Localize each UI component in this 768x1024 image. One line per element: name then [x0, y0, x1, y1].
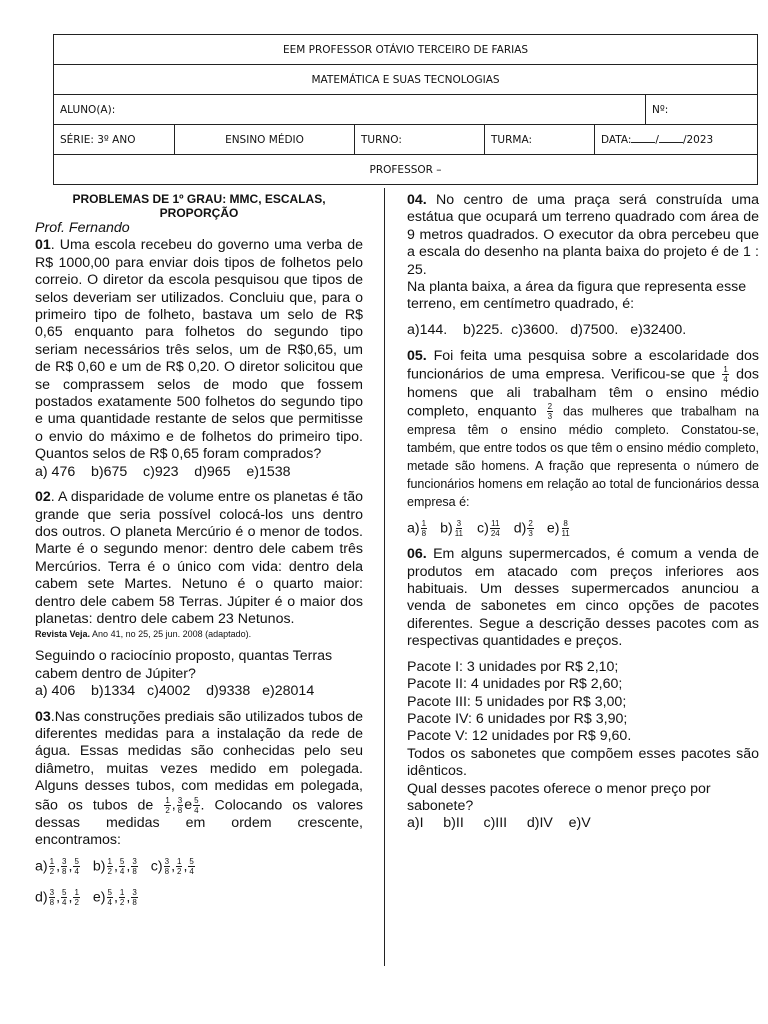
q05-text-c: das mulheres que trabalham na empresa têm o ensino médio completo. Constatou-se, também, que entre todos os que têm o ensino médio completo, metade são homens. A fração que representa o número de funcionários homens em relação ao total de funcionários dessa empresa é: [407, 404, 759, 510]
date-sep: / [655, 134, 659, 146]
q06-pack-item: Pacote III: 5 unidades por R$ 3,00; [407, 693, 627, 710]
question-02 [35, 489, 363, 628]
q06-question: Qual desses pacotes oferece o menor preço por sabonete? [407, 780, 711, 814]
author: Prof. Fernando [35, 220, 130, 236]
q03-option: a) $\frac{1}{2}$ , $\frac{3}{8}$ , $\frac{5}{4}$ [35, 857, 79, 877]
question-05 [407, 347, 759, 511]
left-column [35, 192, 363, 907]
q04-number: 04. [407, 192, 427, 208]
q03-option: d) $\frac{3}{8}$ , $\frac{5}{4}$ , $\frac{1}{2}$ [35, 888, 79, 908]
q06-pack-item: Pacote V: 12 unidades por R$ 9,60. [407, 728, 632, 745]
q03-option: b) $\frac{1}{2}$ , $\frac{5}{4}$ , $\frac{3}{8}$ [92, 857, 137, 877]
q04-text: No centro de uma praça será construída uma estátua que ocupará um terreno quadrado com área de 9 metros quadrados. O executor da obra percebeu que a escala do desenho na planta baixa do projeto é de 1 : 25. [407, 192, 759, 278]
question-04 [407, 192, 759, 279]
date-field[interactable] [595, 125, 758, 155]
student-name-field[interactable]: ALUNO(A): [54, 95, 646, 125]
q06-text: Em alguns supermercados, é comum a venda de produtos em atacado com preços inferiores aos habituais. Um desses supermercados anunciou a venda de sabonetes em cinco opções de pacotes diferentes. Segue a descrição desses pacotes com as respectivas quantidades e preços. [407, 546, 759, 650]
q02-source-detail: Ano 41, no 25, 25 jun. 2008 (adaptado). [90, 629, 252, 640]
q02-number: 02 [35, 489, 51, 506]
header-table [53, 34, 758, 185]
column-divider [384, 188, 385, 966]
q02-source [35, 628, 363, 640]
question-06 [407, 546, 759, 650]
worksheet-title: PROBLEMAS DE 1º GRAU: MMC, ESCALAS, PROPORÇÃO [72, 192, 326, 220]
q05-number: 05. [407, 348, 427, 365]
right-column [407, 192, 759, 833]
q03-option: c) $\frac{3}{8}$ , $\frac{1}{2}$ , $\frac{5}{4}$ [150, 857, 194, 877]
q03-text2: . Colocando os valores dessas medidas em ordem crescente, encontramos: [35, 796, 363, 848]
q06-pack-item: Pacote IV: 6 unidades por R$ 3,90; [407, 710, 628, 727]
q05-option: b) $\frac{3}{11}$ [440, 519, 464, 539]
q01-number: 01 [35, 237, 51, 254]
q04-text2: Na planta baixa, a área da figura que representa esse terreno, em centímetro quadrado, é: [407, 279, 747, 313]
q02-text: . A disparidade de volume entre os planetas é tão grande que seria possível colocá-los uns dentro dos outros. O planeta Mercúrio é o menor de todos. Marte é o segundo menor: dentro dele cabem três Mercúrios. Terra é o único com vida: dentro dela cabem sete Martes. Netuno é o quarto maior: dentro dele cabem 58 Terras. Júpiter é o maior dos planetas: dentro dele cabem 23 Netunos. [35, 489, 363, 627]
grade-label: SÉRIE: 3º ANO [54, 125, 175, 155]
q03-option-fraction: $\frac{5}{4}$ [119, 857, 125, 877]
class-field[interactable]: TURMA: [485, 125, 595, 155]
q05-option-fraction: $\frac{11}{24}$ [490, 519, 500, 539]
q03-fractions: $\frac{1}{2}$ , $\frac{3}{8}$ e $\frac{5}{4}$ [165, 795, 199, 815]
q03-option-fraction: $\frac{1}{2}$ [177, 857, 182, 877]
q03-option-fraction: $\frac{1}{2}$ [107, 857, 112, 877]
level-label: ENSINO MÉDIO [175, 125, 355, 155]
professor-field[interactable]: PROFESSOR – [54, 155, 758, 185]
number-field[interactable]: Nº: [646, 95, 758, 125]
q03-text: .Nas construções prediais são utilizados tubos de diferentes medidas para a instalação da rede de água. Essas medidas são conhecidas pelo seu diâmetro, muitas vezes medido em polegada. Alguns desses tubos, com medidas em polegada, são os tubos de [35, 708, 363, 813]
q03-options [35, 857, 363, 907]
q05-text-b: dos homens que ali trabalham têm o ensino médio completo, enquanto [407, 366, 759, 420]
date-label: DATA: [601, 134, 632, 146]
q05-option-fraction: $\frac{8}{11}$ [561, 519, 570, 539]
q05-text-a: Foi feita uma pesquisa sobre a escolaridade dos funcionários de uma empresa. Verificou-se que [407, 348, 759, 383]
shift-field[interactable]: TURNO: [355, 125, 485, 155]
q03-option-fraction: $\frac{3}{8}$ [62, 857, 67, 877]
q06-pack-item: Pacote I: 3 unidades por R$ 2,10; [407, 658, 619, 675]
q01-text: . Uma escola recebeu do governo uma verba de R$ 1000,00 para enviar dois tipos de folhetos pelo correio. O diretor da escola pesquisou que tipos de selos deveriam ser utilizados. Concluiu que, para o primeiro tipo de folheto, bastava um selo de R$ 0,65 enquanto para folhetos do segundo tipo seriam necessários três selos, um de R$0,65, um de R$ 0,60 e um de R$ 0,20. O diretor solicitou que se comprassem selos de modo que fossem postados exatamente 500 folhetos do segundo tipo e uma quantidade restante de selos que permitisse o envio do máximo e de folhetos do primeiro tipo. Quantos selos de R$ 0,65 foram comprados? [35, 237, 363, 463]
q02-question: Seguindo o raciocínio proposto, quantas Terras cabem dentro de Júpiter? [35, 648, 333, 682]
date-year: /2023 [682, 134, 714, 146]
q05-option: d) $\frac{2}{3}$ [513, 519, 533, 539]
q05-option-fraction: $\frac{1}{8}$ [421, 519, 427, 539]
school-name: EEM PROFESSOR OTÁVIO TERCEIRO DE FARIAS [54, 35, 758, 65]
q05-options [407, 519, 759, 538]
q03-option-fraction: $\frac{5}{4}$ [62, 888, 67, 908]
q06-pack-item: Pacote II: 4 unidades por R$ 2,60; [407, 676, 623, 693]
q03-option-fraction: $\frac{3}{8}$ [132, 888, 137, 908]
q03-number: 03 [35, 708, 51, 725]
question-01 [35, 237, 363, 463]
q05-option: e) $\frac{8}{11}$ [546, 519, 570, 539]
q05-option: a) $\frac{1}{8}$ [407, 519, 427, 539]
q02-options: a) 406 b)1334 c)4002 d)9338 e)28014 [35, 683, 315, 700]
q03-option-fraction: $\frac{5}{4}$ [189, 857, 194, 877]
q06-pack-list [407, 659, 759, 746]
q01-options: a) 476 b)675 c)923 d)965 e)1538 [35, 463, 291, 480]
q03-option: e) $\frac{5}{4}$ , $\frac{1}{2}$ , $\frac{3}{8}$ [92, 888, 137, 908]
q03-fraction: $\frac{5}{4}$ [194, 795, 199, 815]
q02-source-title: Revista Veja. [35, 629, 91, 640]
q03-option-fraction: $\frac{1}{2}$ [74, 888, 79, 908]
q05-fraction-men: $\frac{1}{4}$ [723, 365, 728, 385]
q06-options: a)I b)II c)III d)IV e)V [407, 815, 591, 832]
q06-number: 06. [407, 546, 427, 563]
subject-area: MATEMÁTICA E SUAS TECNOLOGIAS [54, 65, 758, 95]
q03-option-fraction: $\frac{3}{8}$ [132, 857, 137, 877]
q03-fraction: $\frac{3}{8}$ [177, 795, 183, 815]
q03-option-fraction: $\frac{3}{8}$ [49, 888, 55, 908]
q05-option-fraction: $\frac{2}{3}$ [528, 519, 533, 539]
q03-option-fraction: $\frac{5}{4}$ [74, 857, 79, 877]
q05-fraction-women: $\frac{2}{3}$ [547, 402, 553, 422]
q05-option-fraction: $\frac{3}{11}$ [454, 519, 464, 539]
q03-option-fraction: $\frac{5}{4}$ [107, 888, 112, 908]
q03-fraction: $\frac{1}{2}$ [165, 795, 170, 815]
question-03 [35, 709, 363, 850]
q06-text2: Todos os sabonetes que compõem esses pacotes são idênticos. [407, 745, 759, 780]
q03-option-fraction: $\frac{1}{2}$ [49, 857, 55, 877]
q04-options: a)144. b)225. c)3600. d)7500. e)32400. [407, 321, 687, 338]
q03-option-fraction: $\frac{1}{2}$ [119, 888, 125, 908]
q03-option-fraction: $\frac{3}{8}$ [164, 857, 170, 877]
q05-option: c) $\frac{11}{24}$ [477, 519, 500, 539]
